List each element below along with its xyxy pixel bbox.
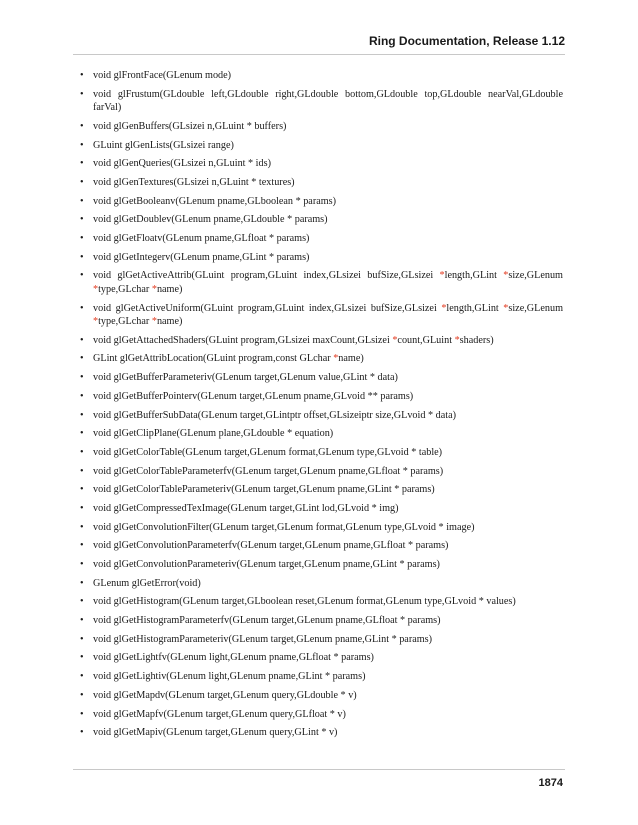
header-divider <box>73 54 565 55</box>
signature-text: void glGetColorTableParameterfv(GLenum target,GLenum pname,GLfloat * params) <box>93 465 444 477</box>
list-item <box>80 502 563 516</box>
bullet-icon: • <box>80 615 84 627</box>
bullet-icon: • <box>80 139 84 151</box>
bullet-icon: • <box>80 195 84 207</box>
bullet-icon: • <box>80 465 84 477</box>
signature-text: void glGetBufferSubData(GLenum target,GLintptr offset,GLsizeiptr size,GLvoid * data) <box>93 409 456 421</box>
list-item <box>80 483 563 497</box>
list-item <box>80 120 563 134</box>
bullet-icon: • <box>80 70 84 81</box>
bullet-icon: • <box>80 446 84 458</box>
bullet-icon: • <box>80 214 84 226</box>
list-item <box>80 88 563 115</box>
list-item <box>80 577 563 591</box>
bullet-icon: • <box>80 372 84 384</box>
signature-text: void glGetActiveUniform(GLuint program,GLuint index,GLsizei bufSize,GLsizei <box>93 302 442 314</box>
list-item <box>80 651 563 665</box>
pointer-asterisk: * <box>392 334 398 346</box>
signature-text: void glGetHistogramParameteriv(GLenum target,GLenum pname,GLint * params) <box>93 633 433 645</box>
signature-text: type,GLchar <box>98 316 152 328</box>
bullet-icon: • <box>80 502 84 514</box>
signature-text: shaders) <box>459 334 494 346</box>
signature-text: size,GLenum <box>508 270 563 282</box>
list-item <box>80 302 563 329</box>
bullet-icon: • <box>80 521 84 533</box>
bullet-icon: • <box>80 390 84 402</box>
pointer-asterisk: * <box>454 334 460 346</box>
signature-text: void glGetMapiv(GLenum target,GLenum query,GLint * v) <box>93 727 338 739</box>
signature-text: void glGetConvolutionParameterfv(GLenum target,GLenum pname,GLfloat * params) <box>93 540 449 552</box>
signature-text: GLenum glGetError(void) <box>93 577 201 589</box>
bullet-icon: • <box>80 652 84 664</box>
signature-text: void glGetLightiv(GLenum light,GLenum pname,GLint * params) <box>93 671 366 683</box>
list-item <box>80 232 563 246</box>
signature-text: void glGetClipPlane(GLenum plane,GLdouble * equation) <box>93 428 334 440</box>
signature-text: void glGenQueries(GLsizei n,GLuint * ids) <box>93 158 271 170</box>
bullet-icon: • <box>80 559 84 570</box>
list-item <box>80 195 563 209</box>
signature-text: void glGetLightfv(GLenum light,GLenum pname,GLfloat * params) <box>93 652 374 664</box>
pointer-asterisk: * <box>93 283 99 295</box>
signature-text: void glGetCompressedTexImage(GLenum target,GLint lod,GLvoid * img) <box>93 502 399 514</box>
bullet-icon: • <box>80 428 84 440</box>
signature-text: length,GLint <box>444 270 504 282</box>
bullet-icon: • <box>80 270 84 282</box>
list-item <box>80 69 563 83</box>
list-item <box>80 726 563 740</box>
list-item <box>80 371 563 385</box>
list-item <box>80 409 563 423</box>
signature-text: void glGetBufferParameteriv(GLenum target,GLenum value,GLint * data) <box>93 372 398 384</box>
signature-text: void glGetMapdv(GLenum target,GLenum query,GLdouble * v) <box>93 689 357 701</box>
list-item <box>80 465 563 479</box>
bullet-icon: • <box>80 302 84 314</box>
bullet-icon: • <box>80 120 84 132</box>
bullet-icon: • <box>80 88 84 100</box>
list-item <box>80 689 563 703</box>
signature-text: void glGetHistogramParameterfv(GLenum target,GLenum pname,GLfloat * params) <box>93 615 441 627</box>
bullet-icon: • <box>80 233 84 244</box>
list-item <box>80 633 563 647</box>
signature-text: void glFrustum(GLdouble left,GLdouble right,GLdouble bottom,GLdouble top,GLdouble nearVal,GLdouble farVal) <box>93 88 563 114</box>
function-list <box>80 69 563 745</box>
list-item <box>80 251 563 265</box>
signature-text: void glGetActiveAttrib(GLuint program,GLuint index,GLsizei bufSize,GLsizei <box>93 270 440 282</box>
footer-divider <box>73 769 565 770</box>
signature-text: void glGetConvolutionParameteriv(GLenum target,GLenum pname,GLint * params) <box>93 559 440 570</box>
signature-text: GLint glGetAttribLocation(GLuint program,const GLchar <box>93 353 334 365</box>
pointer-asterisk: * <box>439 270 445 282</box>
pointer-asterisk: * <box>151 283 157 295</box>
signature-text: void glGetDoublev(GLenum pname,GLdouble * params) <box>93 214 328 226</box>
pointer-asterisk: * <box>503 270 509 282</box>
list-item <box>80 558 563 572</box>
signature-text: void glGetColorTableParameteriv(GLenum target,GLenum pname,GLint * params) <box>93 484 435 496</box>
pointer-asterisk: * <box>93 316 99 328</box>
signature-text: void glGetHistogram(GLenum target,GLboolean reset,GLenum format,GLenum type,GLvoid * values) <box>93 596 516 608</box>
bullet-icon: • <box>80 251 84 263</box>
signature-text: name) <box>338 353 364 365</box>
bullet-icon: • <box>80 353 84 365</box>
list-item <box>80 708 563 722</box>
list-item <box>80 176 563 190</box>
signature-text: type,GLchar <box>98 283 152 295</box>
list-item <box>80 269 563 296</box>
signature-text: void glFrontFace(GLenum mode) <box>93 70 232 81</box>
list-item <box>80 352 563 366</box>
signature-text: void glGetConvolutionFilter(GLenum target,GLenum format,GLenum type,GLvoid * image) <box>93 521 475 533</box>
signature-text: length,GLint <box>446 302 504 314</box>
pointer-asterisk: * <box>151 316 157 328</box>
bullet-icon: • <box>80 176 84 188</box>
bullet-icon: • <box>80 484 84 496</box>
bullet-icon: • <box>80 409 84 421</box>
list-item <box>80 539 563 553</box>
signature-text: void glGetMapfv(GLenum target,GLenum query,GLfloat * v) <box>93 708 346 720</box>
pointer-asterisk: * <box>441 302 447 314</box>
pointer-asterisk: * <box>503 302 509 314</box>
list-item <box>80 390 563 404</box>
bullet-icon: • <box>80 158 84 170</box>
signature-text: count,GLuint <box>397 334 455 346</box>
signature-text: name) <box>156 283 183 295</box>
signature-text: void glGetBufferPointerv(GLenum target,GLenum pname,GLvoid ** params) <box>93 390 414 402</box>
signature-text: void glGetFloatv(GLenum pname,GLfloat * params) <box>93 233 310 244</box>
list-item <box>80 334 563 348</box>
page-number: 1874 <box>538 777 563 789</box>
signature-text: size,GLenum <box>508 302 563 314</box>
signature-text: void glGenBuffers(GLsizei n,GLuint * buffers) <box>93 120 287 132</box>
bullet-icon: • <box>80 540 84 552</box>
signature-text: name) <box>156 316 183 328</box>
signature-text: void glGetColorTable(GLenum target,GLenum format,GLenum type,GLvoid * table) <box>93 446 443 458</box>
bullet-icon: • <box>80 633 84 645</box>
bullet-icon: • <box>80 689 84 701</box>
bullet-icon: • <box>80 708 84 720</box>
bullet-icon: • <box>80 727 84 739</box>
document-title: Ring Documentation, Release 1.12 <box>368 34 565 48</box>
list-item <box>80 139 563 153</box>
pointer-asterisk: * <box>333 353 339 365</box>
list-item <box>80 157 563 171</box>
signature-text: void glGetIntegerv(GLenum pname,GLint * params) <box>93 251 310 263</box>
list-item <box>80 521 563 535</box>
list-item <box>80 614 563 628</box>
list-item <box>80 446 563 460</box>
bullet-icon: • <box>80 334 84 346</box>
signature-text: GLuint glGenLists(GLsizei range) <box>93 139 234 151</box>
bullet-icon: • <box>80 577 84 589</box>
signature-text: void glGetAttachedShaders(GLuint program,GLsizei maxCount,GLsizei <box>93 334 393 346</box>
signature-text: void glGetBooleanv(GLenum pname,GLboolean * params) <box>93 195 337 207</box>
bullet-icon: • <box>80 596 84 608</box>
list-item <box>80 595 563 609</box>
list-item <box>80 213 563 227</box>
bullet-icon: • <box>80 671 84 683</box>
page-header <box>73 34 565 54</box>
list-item <box>80 427 563 441</box>
signature-text: void glGenTextures(GLsizei n,GLuint * textures) <box>93 176 295 188</box>
list-item <box>80 670 563 684</box>
